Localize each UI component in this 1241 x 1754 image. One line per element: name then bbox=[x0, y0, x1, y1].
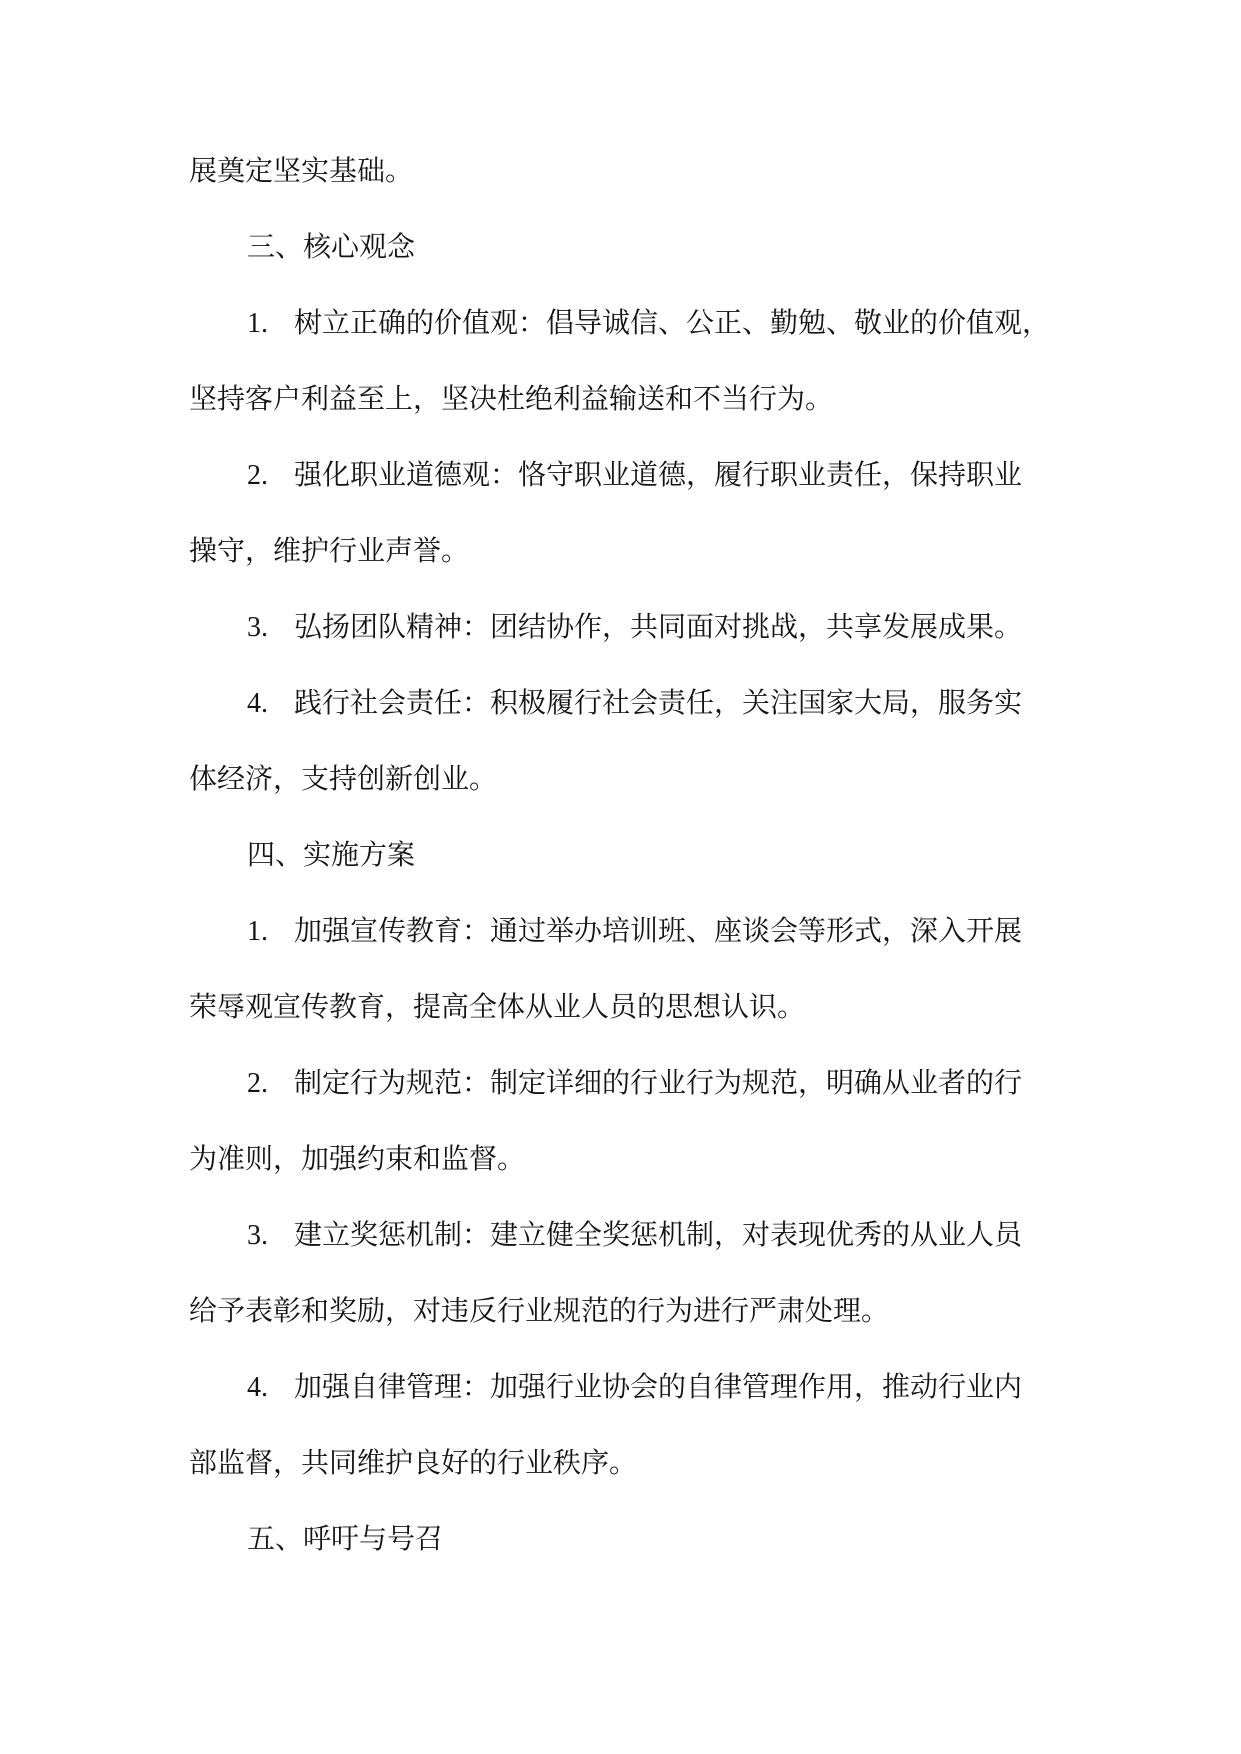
list-item-line bbox=[189, 893, 1069, 969]
list-item-text: 树立正确的价值观：倡导诚信、公正、勤勉、敬业的价值观， bbox=[294, 306, 1051, 339]
section-heading: 四、实施方案 bbox=[247, 838, 416, 871]
list-item-line bbox=[189, 285, 1069, 361]
list-item-number: 1. bbox=[247, 916, 268, 947]
list-item-text: 践行社会责任：积极履行社会责任，关注国家大局，服务实 bbox=[294, 686, 1023, 719]
section-heading: 五、呼吁与号召 bbox=[247, 1522, 444, 1555]
list-item bbox=[189, 1045, 1069, 1197]
list-item-number: 3. bbox=[247, 1220, 268, 1251]
list-item bbox=[189, 893, 1069, 1045]
list-item bbox=[189, 665, 1069, 817]
list-item-text: 制定行为规范：制定详细的行业行为规范，明确从业者的行 bbox=[294, 1066, 1023, 1099]
list-item-text: 加强宣传教育：通过举办培训班、座谈会等形式，深入开展 bbox=[294, 914, 1023, 947]
list-item-line bbox=[189, 437, 1069, 513]
list-item-number: 4. bbox=[247, 688, 268, 719]
list-item-text: 体经济，支持创新创业。 bbox=[189, 762, 498, 795]
list-item-number: 1. bbox=[247, 308, 268, 339]
list-item-number: 4. bbox=[247, 1372, 268, 1403]
list-item-text: 强化职业道德观：恪守职业道德，履行职业责任，保持职业 bbox=[294, 458, 1023, 491]
list-item-text: 弘扬团队精神：团结协作，共同面对挑战，共享发展成果。 bbox=[294, 610, 1023, 643]
list-item bbox=[189, 1197, 1069, 1349]
list-item bbox=[189, 1349, 1069, 1501]
list-item-number: 2. bbox=[247, 460, 268, 491]
list-item bbox=[189, 285, 1069, 437]
list-item-text: 荣辱观宣传教育，提高全体从业人员的思想认识。 bbox=[189, 990, 806, 1023]
paragraph-continuation: 展奠定坚实基础。 bbox=[189, 154, 414, 187]
list-item-line bbox=[189, 1045, 1069, 1121]
document-body bbox=[189, 133, 1069, 1577]
list-item bbox=[189, 589, 1069, 665]
list-item-text: 加强自律管理：加强行业协会的自律管理作用，推动行业内 bbox=[294, 1370, 1023, 1403]
list-item-line bbox=[189, 1349, 1069, 1425]
list-item-line bbox=[189, 665, 1069, 741]
list-item-text: 给予表彰和奖励，对违反行业规范的行为进行严肃处理。 bbox=[189, 1294, 890, 1327]
list-item-number: 3. bbox=[247, 612, 268, 643]
list-item-number: 2. bbox=[247, 1068, 268, 1099]
list-item-line bbox=[189, 1197, 1069, 1273]
list-item-text: 建立奖惩机制：建立健全奖惩机制，对表现优秀的从业人员 bbox=[294, 1218, 1023, 1251]
list-item bbox=[189, 437, 1069, 589]
list-item-text: 操守，维护行业声誉。 bbox=[189, 534, 470, 567]
section-heading: 三、核心观念 bbox=[247, 230, 416, 263]
list-item-line bbox=[189, 589, 1069, 665]
list-item-text: 为准则，加强约束和监督。 bbox=[189, 1142, 526, 1175]
list-item-text: 坚持客户利益至上，坚决杜绝利益输送和不当行为。 bbox=[189, 382, 834, 415]
list-item-text: 部监督，共同维护良好的行业秩序。 bbox=[189, 1446, 638, 1479]
